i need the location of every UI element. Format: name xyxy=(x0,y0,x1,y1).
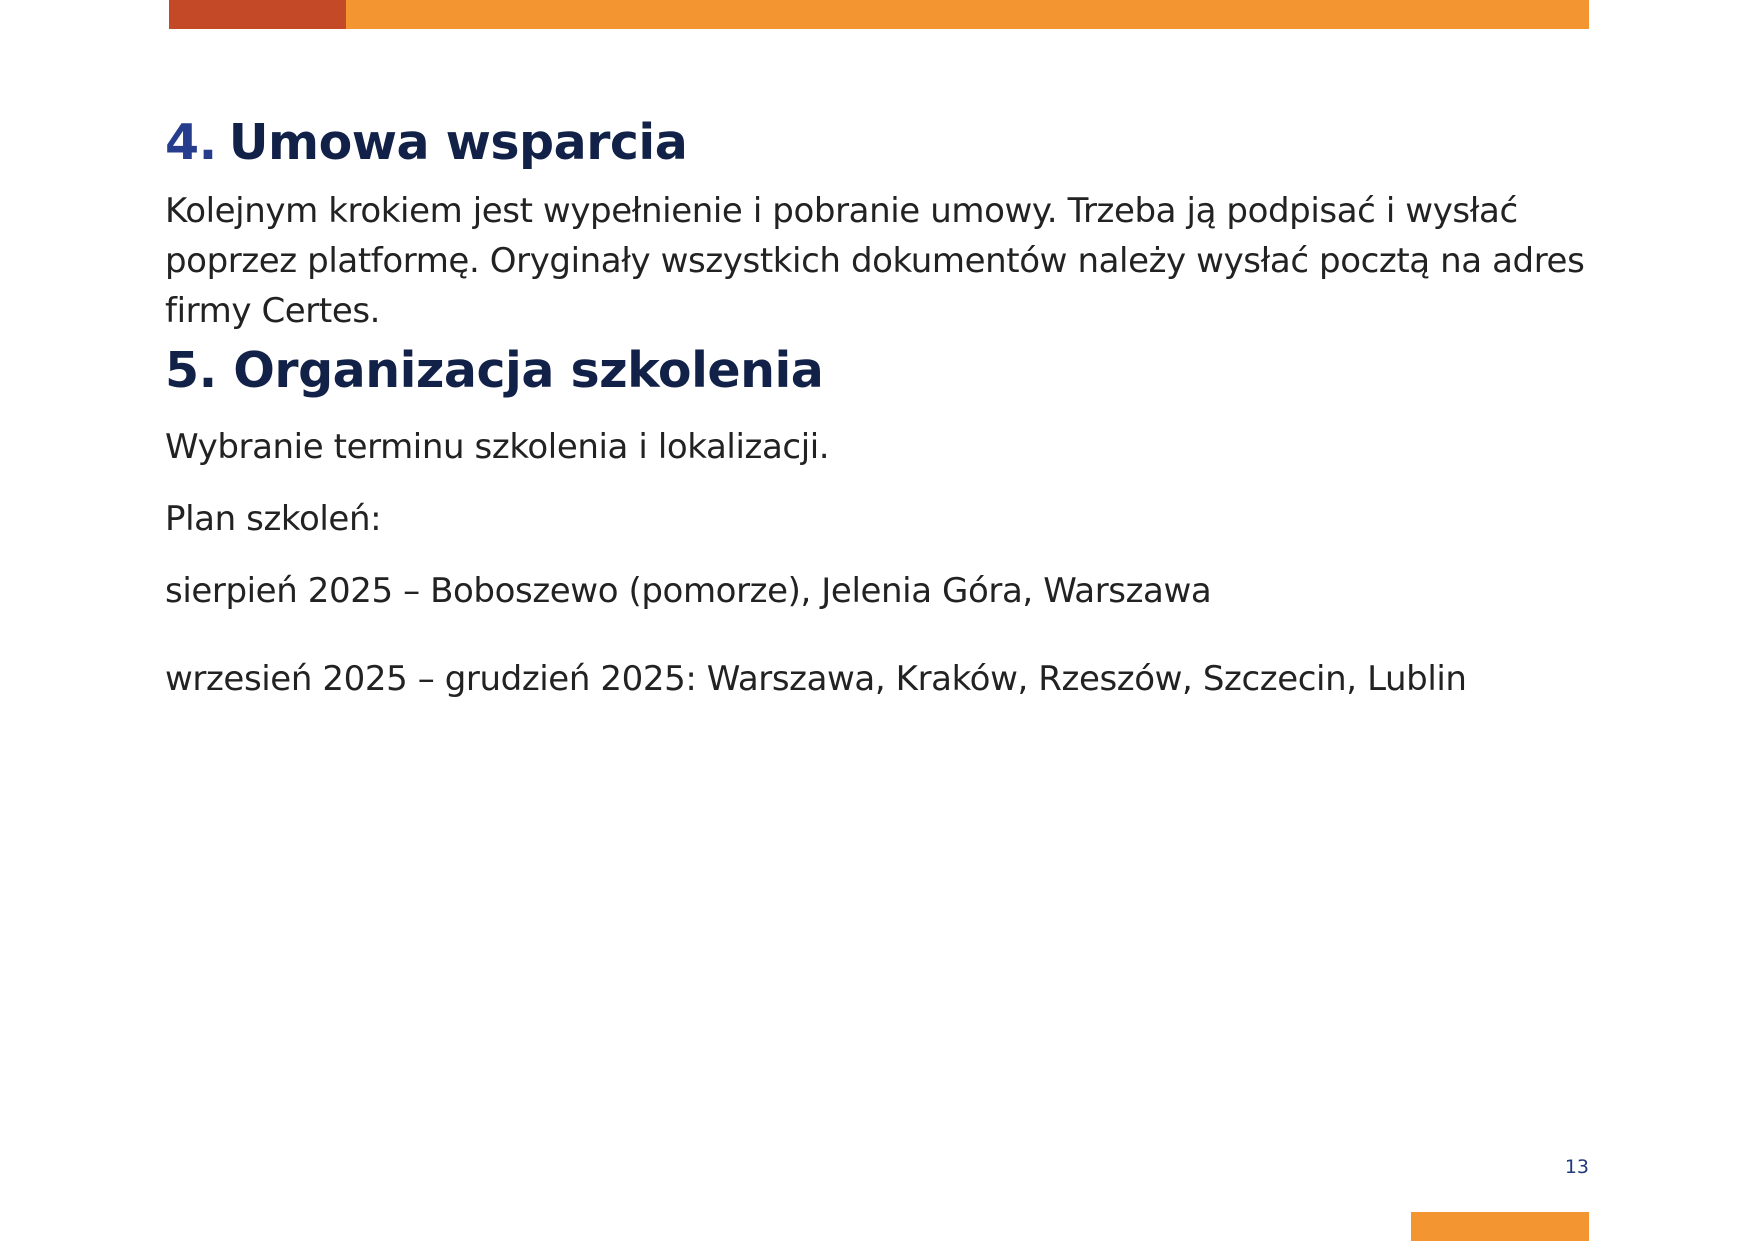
top-accent-bar-orange-segment xyxy=(346,0,1589,29)
section-5-paragraph-plan-label: Plan szkoleń: xyxy=(165,499,382,539)
top-accent-bar xyxy=(169,0,1589,29)
section-4-title: Umowa wsparcia xyxy=(228,114,688,171)
page-content xyxy=(165,108,1605,704)
top-accent-bar-red-segment xyxy=(169,0,346,29)
page-number: 13 xyxy=(1564,1156,1589,1178)
section-5-heading: 5. Organizacja szkolenia xyxy=(165,342,824,399)
section-5-paragraph-september-december: wrzesień 2025 – grudzień 2025: Warszawa, Kraków, Rzeszów, Szczecin, Lublin xyxy=(165,659,1467,699)
section-5-paragraph-august: sierpień 2025 – Boboszewo (pomorze), Jelenia Góra, Warszawa xyxy=(165,571,1212,611)
section-4-paragraph: Kolejnym krokiem jest wypełnienie i pobranie umowy. Trzeba ją podpisać i wysłać poprzez platformę. Oryginały wszystkich dokumentów należy wysłać pocztą na adres firmy Certes. xyxy=(165,191,1585,331)
bottom-accent-bar xyxy=(1411,1212,1589,1241)
section-5-paragraph-intro: Wybranie terminu szkolenia i lokalizacji. xyxy=(165,427,830,467)
section-4-number: 4. xyxy=(165,114,217,171)
section-4-heading xyxy=(165,108,1605,178)
